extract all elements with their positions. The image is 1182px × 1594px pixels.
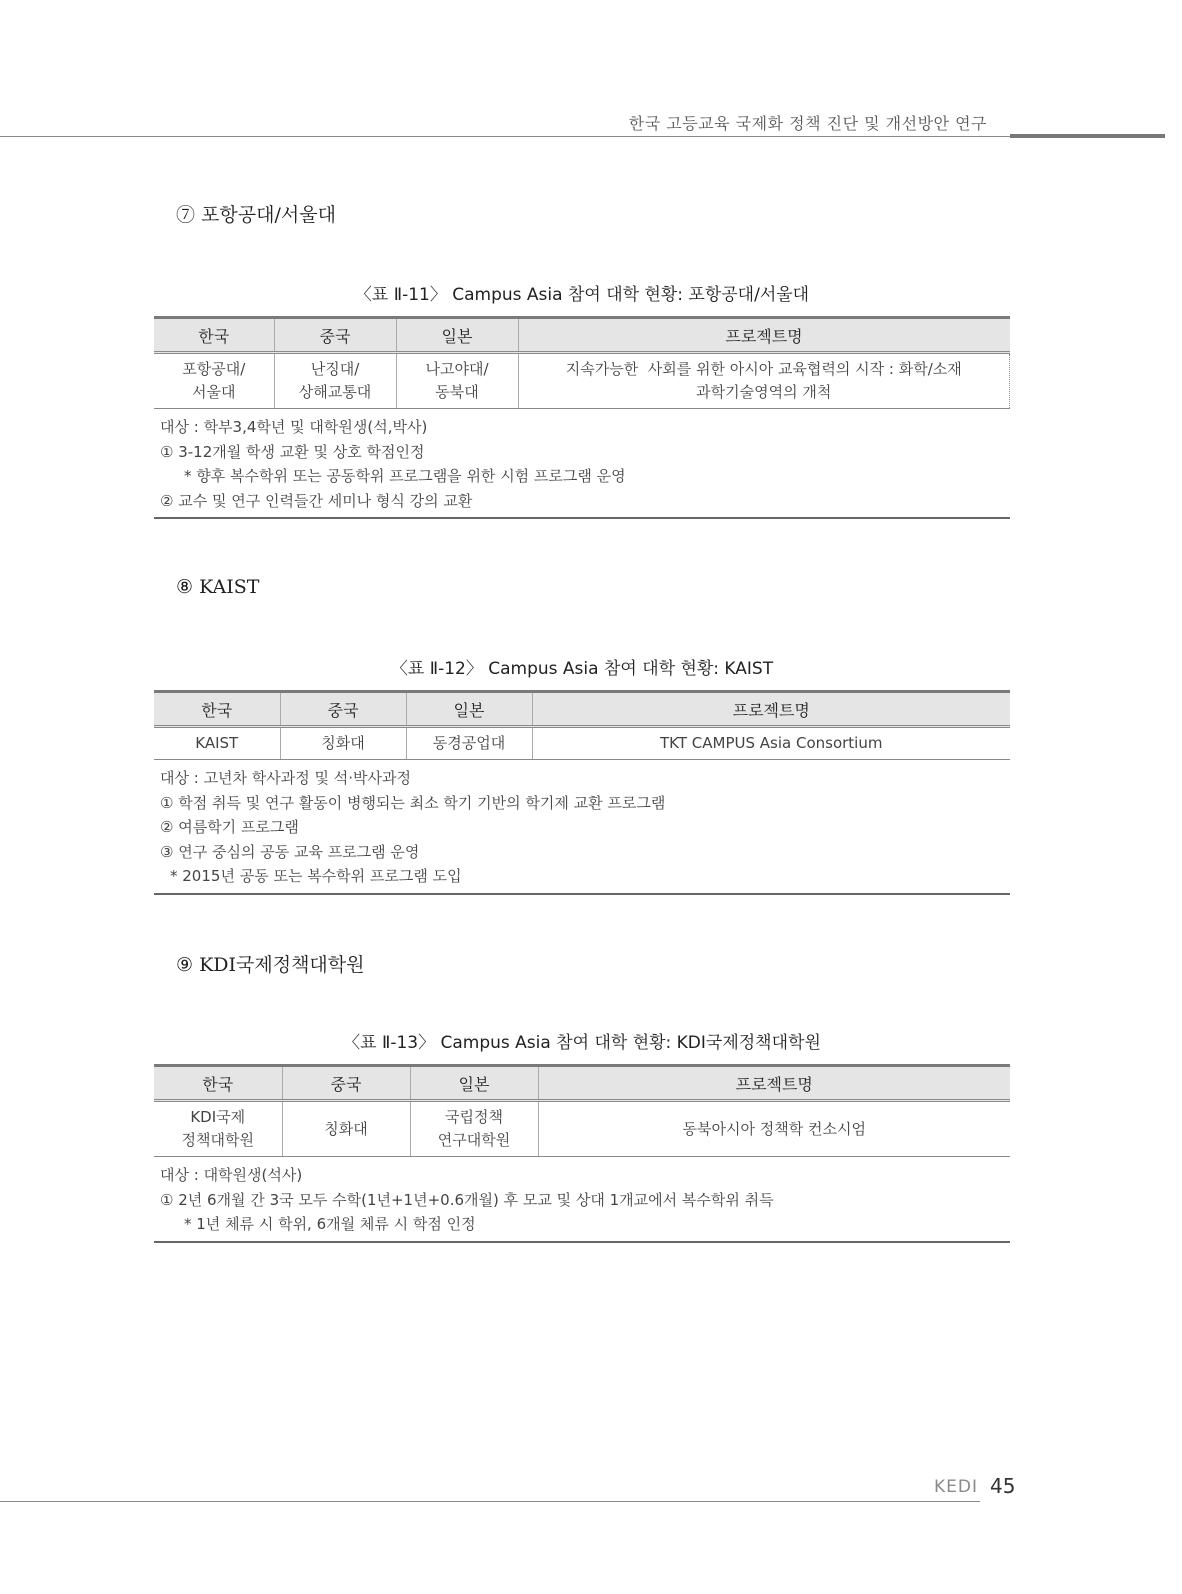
cell-korea (154, 727, 280, 760)
running-header: 한국 고등교육 국제화 정책 진단 및 개선방안 연구 (628, 114, 987, 133)
cell-china (280, 727, 406, 760)
cell-line: 과학기술영역의 개척 (696, 383, 832, 401)
cell-line: 난징대/ (310, 360, 360, 378)
table-block-12 (154, 690, 1010, 895)
cell-line: 서울대 (192, 383, 236, 401)
column-header-japan: 일본 (396, 318, 518, 353)
cell-line: 칭화대 (324, 1119, 368, 1138)
cell-korea (154, 353, 274, 409)
table-notes-12 (154, 760, 1010, 895)
cell-line: 연구대학원 (437, 1131, 511, 1149)
column-header-project: 프로젝트명 (532, 692, 1010, 727)
cell-japan (410, 1101, 538, 1157)
cell-line: KDI국제 (190, 1108, 246, 1126)
cell-line: 칭화대 (321, 734, 365, 752)
section-heading-kdi-school: ⑨ KDI국제정책대학원 (176, 954, 365, 976)
table-caption-12: 〈표 Ⅱ-12〉 Campus Asia 참여 대학 현황: KAIST (390, 659, 774, 679)
table-row (154, 353, 1010, 409)
table-header-row (154, 1066, 1010, 1101)
table-13 (154, 1064, 1010, 1157)
note-line: 대상 : 대학원생(석사) (160, 1166, 303, 1184)
note-line: * 향후 복수학위 또는 공동학위 프로그램을 위한 시험 프로그램 운영 (184, 467, 626, 485)
column-header-china: 중국 (274, 318, 396, 353)
cell-line: KAIST (195, 734, 239, 752)
cell-line: 정책대학원 (181, 1131, 254, 1149)
cell-line: 동북대 (435, 383, 479, 401)
column-header-china: 중국 (282, 1066, 410, 1101)
note-line: ① 2년 6개월 간 3국 모두 수학(1년+1년+0.6개월) 후 모교 및 상대 1개교에서 복수학위 취득 (160, 1190, 774, 1209)
footer-rule (0, 1501, 980, 1502)
page-number: 45 (990, 1474, 1016, 1498)
note-line: * 2015년 공동 또는 복수학위 프로그램 도입 (170, 867, 462, 885)
table-header-row (154, 692, 1010, 727)
header-rule-accent (1010, 134, 1165, 138)
note-line: 대상 : 학부3,4학년 및 대학원생(석,박사) (160, 418, 428, 436)
cell-korea (154, 1101, 282, 1157)
section-heading-postech-snu: ⑦ 포항공대/서울대 (176, 204, 336, 226)
table-notes-11 (154, 409, 1010, 519)
table-block-13 (154, 1064, 1010, 1243)
header-rule (0, 136, 1010, 137)
note-line: ③ 연구 중심의 공동 교육 프로그램 운영 (160, 842, 420, 861)
column-header-korea: 한국 (154, 1066, 282, 1101)
note-line: ② 교수 및 연구 인력들간 세미나 형식 강의 교환 (160, 491, 473, 510)
table-row (154, 727, 1010, 760)
table-caption-11: 〈표 Ⅱ-11〉 Campus Asia 참여 대학 현황: 포항공대/서울대 (354, 285, 810, 305)
table-11 (154, 316, 1010, 409)
table-row (154, 1101, 1010, 1157)
note-line: * 1년 체류 시 학위, 6개월 체류 시 학점 인정 (184, 1215, 476, 1233)
column-header-japan: 일본 (406, 692, 532, 727)
column-header-korea: 한국 (154, 318, 274, 353)
cell-line: 포항공대/ (182, 360, 246, 378)
cell-project (518, 353, 1010, 409)
column-header-china: 중국 (280, 692, 406, 727)
section-heading-kaist: ⑧ KAIST (176, 576, 260, 598)
column-header-japan: 일본 (410, 1066, 538, 1101)
cell-line: 나고야대/ (425, 360, 489, 378)
footer-label: KEDI (934, 1477, 978, 1497)
cell-line: 동경공업대 (432, 734, 506, 752)
note-line: ① 학점 취득 및 연구 활동이 병행되는 최소 학기 기반의 학기제 교환 프로그램 (160, 793, 666, 812)
cell-line: 국립정책 (445, 1108, 503, 1126)
table-12 (154, 690, 1010, 760)
cell-japan (396, 353, 518, 409)
table-header-row (154, 318, 1010, 353)
column-header-project: 프로젝트명 (538, 1066, 1010, 1101)
table-notes-13 (154, 1157, 1010, 1243)
table-block-11 (154, 316, 1010, 519)
cell-line: TKT CAMPUS Asia Consortium (660, 734, 883, 752)
column-header-project: 프로젝트명 (518, 318, 1010, 353)
note-line: ① 3-12개월 학생 교환 및 상호 학점인정 (160, 442, 425, 461)
cell-japan (406, 727, 532, 760)
cell-project (532, 727, 1010, 760)
cell-line: 상해교통대 (298, 383, 372, 401)
column-header-korea: 한국 (154, 692, 280, 727)
cell-line: 동북아시아 정책학 컨소시엄 (682, 1119, 866, 1138)
cell-line: 지속가능한 사회를 위한 아시아 교육협력의 시작 : 화학/소재 (565, 360, 962, 378)
note-line: ② 여름학기 프로그램 (160, 818, 299, 836)
cell-china (282, 1101, 410, 1157)
note-line: 대상 : 고년차 학사과정 및 석·박사과정 (160, 769, 412, 787)
table-caption-13: 〈표 Ⅱ-13〉 Campus Asia 참여 대학 현황: KDI국제정책대학원 (343, 1033, 821, 1053)
cell-china (274, 353, 396, 409)
cell-project (538, 1101, 1010, 1157)
